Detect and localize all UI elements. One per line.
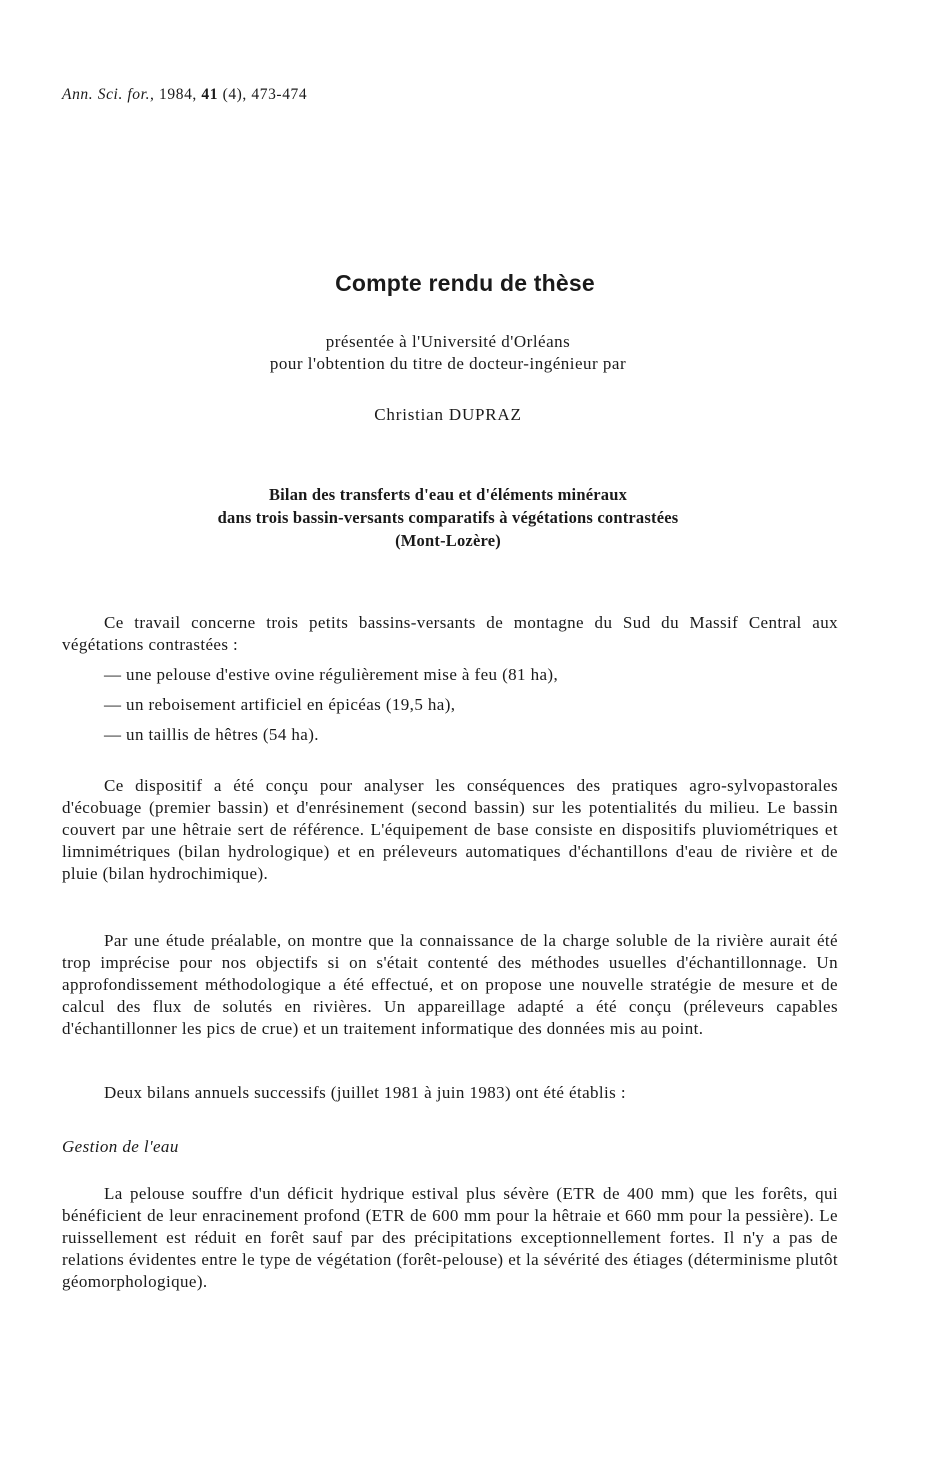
thesis-title-line-1: Bilan des transferts d'eau et d'éléments minéraux [268,485,628,504]
intro-paragraph: Ce travail concerne trois petits bassins-versants de montagne du Sud du Massif Central aux végétations contrastées : [62,613,838,654]
thesis-title [0,483,896,552]
journal-pages: (4), 473-474 [222,86,308,103]
thesis-presentation [0,331,896,375]
thesis-title-line-2: dans trois bassin-versants comparatifs à végétations contrastées [217,508,679,527]
paragraph-bilans [62,1082,838,1104]
body-paragraph: Deux bilans annuels successifs (juillet 1981 à juin 1983) ont été établis : [104,1083,626,1102]
list-item: — un taillis de hêtres (54 ha). [104,725,319,744]
list-item: — un reboisement artificiel en épicéas (19,5 ha), [104,695,456,714]
page-title: Compte rendu de thèse [335,270,595,296]
journal-volume: 41 [201,86,219,103]
thesis-title-line-3: (Mont-Lozère) [395,531,501,550]
paragraph-gestion-eau [62,1183,838,1293]
body-paragraph: Ce dispositif a été conçu pour analyser les conséquences des pratiques agro-sylvopastorales d'écobuage (premier bassin) et d'enrésinement (second bassin) sur les potentialités du milieu. Le bassin couvert par une hêtraie sert de référence. L'équipement de base consiste en dispositifs pluviométriques et limnimétriques (bilan hydrologique) et en préleveurs automatiques d'échantillons d'eau de rivière et de pluie (bilan hydrochimique). [62,776,838,883]
journal-abbrev: Ann. Sci. for., [62,86,155,103]
body-paragraph: Par une étude préalable, on montre que la connaissance de la charge soluble de la rivière aurait été trop imprécise pour nos objectifs si on s'était contenté des méthodes usuelles d'échantillonnage. Un approfondissement méthodologique a été effectué, et on propose une nouvelle stratégie de mesure et de calcul des flux de solutés en rivières. Un appareillage adapté a été conçu (préleveurs capables d'échantillonner les pics de crue) et un traitement informatique des données mis au point. [62,931,838,1038]
paragraph-dispositif [62,775,838,885]
presentation-line-2: pour l'obtention du titre de docteur-ingénieur par [269,354,627,373]
body-paragraph: La pelouse souffre d'un déficit hydrique estival plus sévère (ETR de 400 mm) que les forêts, qui bénéficient de leur enracinement profond (ETR de 600 mm pour la hêtraie et 660 mm pour la pessière). Le ruissellement est réduit en forêt sauf par des précipitations exceptionnellement fortes. Il n'y a pas de relations évidentes entre le type de végétation (forêt-pelouse) et la sévérité des étiages (déterminisme plutôt géomorphologique). [62,1184,838,1291]
section-heading: Gestion de l'eau [62,1137,179,1156]
intro-block [62,612,838,746]
author-name: Christian DUPRAZ [374,405,522,424]
presentation-line-1: présentée à l'Université d'Orléans [325,332,571,351]
paragraph-methodology [62,930,838,1040]
list-item: — une pelouse d'estive ovine régulièrement mise à feu (81 ha), [104,665,559,684]
journal-year: 1984, [159,86,197,103]
running-head [62,86,307,104]
